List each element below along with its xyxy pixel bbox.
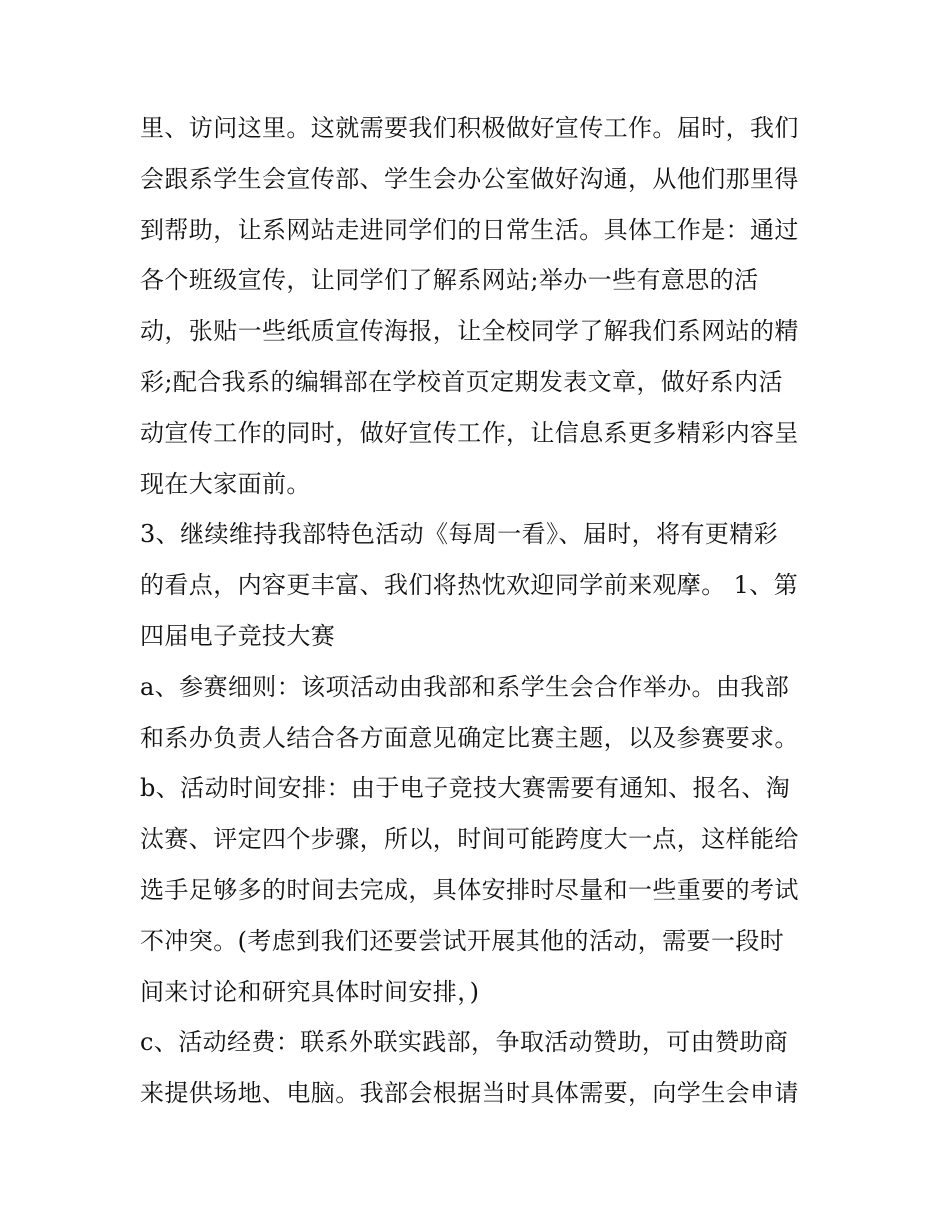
text-line: 彩;配合我系的编辑部在学校首页定期发表文章，做好系内活: [140, 367, 783, 396]
paragraph-weekly-activity: [140, 509, 815, 661]
text-line: 各个班级宣传，让同学们了解系网站;举办一些有意思的活: [140, 266, 759, 295]
text-line: c、活动经费：联系外联实践部，争取活动赞助，可由赞助商: [140, 1028, 789, 1057]
paragraph-schedule: [140, 763, 815, 1017]
text-line: 3、继续维持我部特色活动《每周一看》、届时，将有更精彩: [140, 520, 779, 549]
paragraph-rules: [140, 662, 815, 764]
document-page: [140, 103, 815, 1119]
text-line: 选手足够多的时间去完成，具体安排时尽量和一些重要的考试: [140, 875, 799, 904]
text-line: 现在大家面前。: [140, 469, 311, 498]
text-line: 间来讨论和研究具体时间安排，): [140, 977, 480, 1006]
text-line: 到帮助，让系网站走进同学们的日常生活。具体工作是：通过: [140, 215, 799, 244]
text-line: 和系办负责人结合各方面意见确定比赛主题，以及参赛要求。: [140, 723, 799, 752]
text-line: 动，张贴一些纸质宣传海报，让全校同学了解我们系网站的精: [140, 317, 799, 346]
text-line: a、参赛细则：该项活动由我部和系学生会合作举办。由我部: [140, 672, 790, 701]
text-line: 来提供场地、电脑。我部会根据当时具体需要，向学生会申请: [140, 1079, 799, 1108]
text-line: 会跟系学生会宣传部、学生会办公室做好沟通，从他们那里得: [140, 164, 799, 193]
text-line: 不冲突。(考虑到我们还要尝试开展其他的活动，需要一段时: [140, 926, 785, 955]
text-line: 里、访问这里。这就需要我们积极做好宣传工作。届时，我们: [140, 114, 799, 142]
text-line: 的看点，内容更丰富、我们将热忱欢迎同学前来观摩。 1、第: [140, 571, 799, 600]
text-line: 四届电子竞技大赛: [140, 621, 336, 650]
paragraph-funding: [140, 1017, 815, 1119]
text-line: 动宣传工作的同时，做好宣传工作，让信息系更多精彩内容呈: [140, 418, 799, 447]
text-line: 汰赛、评定四个步骤，所以，时间可能跨度大一点，这样能给: [140, 825, 799, 854]
text-line: b、活动时间安排：由于电子竞技大赛需要有通知、报名、淘: [140, 774, 791, 803]
paragraph-publicity: [140, 103, 815, 509]
